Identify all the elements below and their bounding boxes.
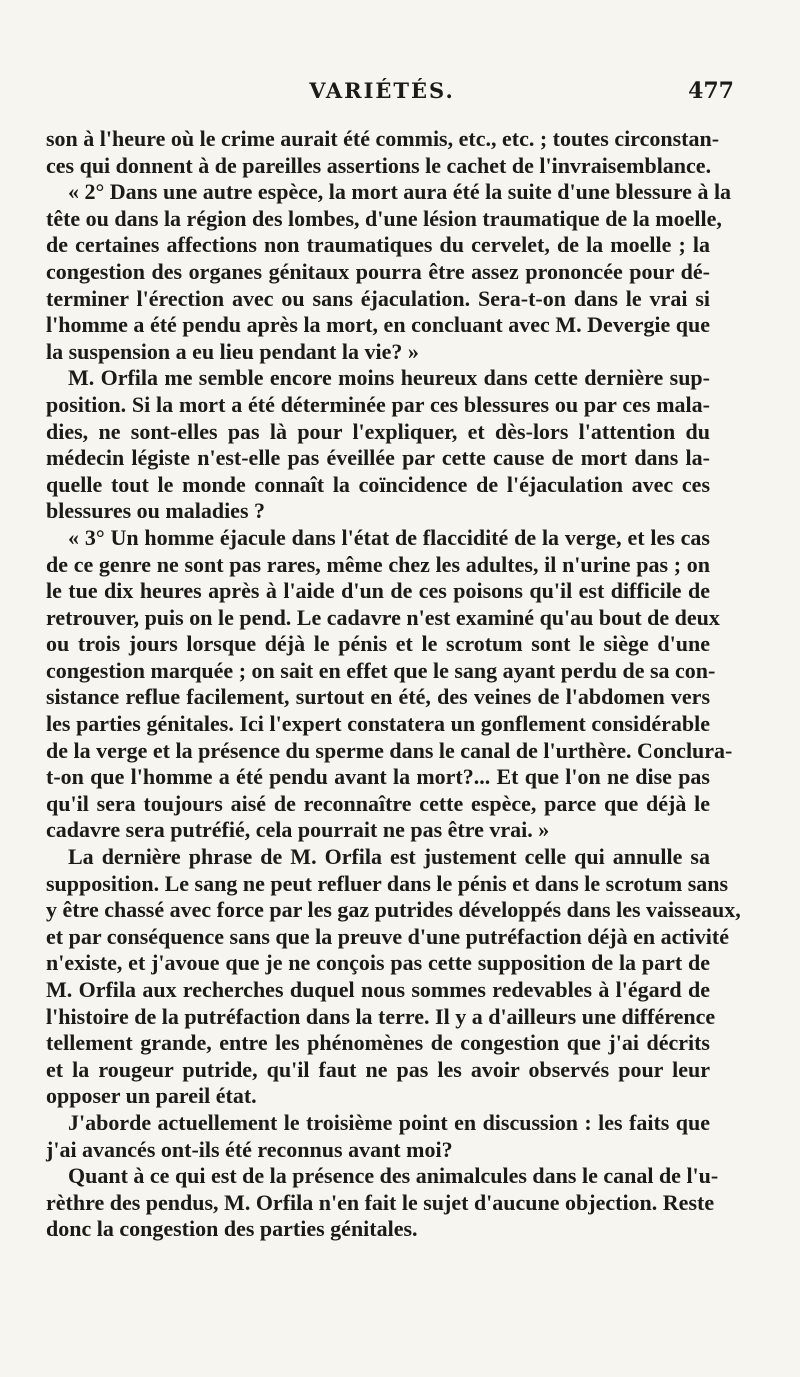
- text-line: Quant à ce qui est de la présence des animalcules dans le canal de l'u-: [68, 1163, 719, 1189]
- text-line: y être chassé avec force par les gaz putrides développés dans les vaisseaux,: [46, 897, 741, 923]
- text-line: terminer l'érection avec ou sans éjaculation. Sera-t-on dans le vrai si: [46, 285, 710, 311]
- page-number: 477: [688, 78, 734, 104]
- text-line: les parties génitales. Ici l'expert constatera un gonflement considérable: [46, 711, 710, 737]
- text-line: « 2° Dans une autre espèce, la mort aura été la suite d'une blessure à la: [68, 179, 732, 205]
- running-title: VARIÉTÉS.: [309, 78, 455, 103]
- text-line: « 3° Un homme éjacule dans l'état de flaccidité de la verge, et les cas: [68, 524, 710, 550]
- text-line: ou trois jours lorsque déjà le pénis et le scrotum sont le siège d'une: [46, 631, 710, 657]
- text-line: opposer un pareil état.: [46, 1083, 257, 1109]
- text-line: blessures ou maladies ?: [46, 498, 266, 524]
- text-line: t-on que l'homme a été pendu avant la mort?... Et que l'on ne dise pas: [46, 764, 710, 790]
- text-line: j'ai avancés ont-ils été reconnus avant moi?: [46, 1136, 453, 1162]
- text-line: l'homme a été pendu après la mort, en concluant avec M. Devergie que: [46, 312, 710, 338]
- text-line: de la verge et la présence du sperme dans le canal de l'urthère. Conclura-: [46, 737, 733, 763]
- text-line: retrouver, puis on le pend. Le cadavre n'est examiné qu'au bout de deux: [46, 604, 720, 630]
- text-line: de certaines affections non traumatiques du cervelet, de la moelle ; la: [46, 232, 710, 258]
- text-line: M. Orfila me semble encore moins heureux dans cette dernière sup-: [68, 365, 710, 391]
- text-line: congestion des organes génitaux pourra être assez prononcée pour dé-: [46, 258, 710, 284]
- page-header: [52, 78, 734, 108]
- text-line: supposition. Le sang ne peut refluer dans le pénis et dans le scrotum sans: [46, 870, 729, 896]
- text-line: cadavre sera putréfié, cela pourrait ne pas être vrai. »: [46, 817, 550, 843]
- text-line: et la rougeur putride, qu'il faut ne pas les avoir observés pour leur: [46, 1056, 710, 1082]
- text-line: et par conséquence sans que la preuve d'une putréfaction déjà en activité: [46, 923, 729, 949]
- text-line: tellement grande, entre les phénomènes de congestion que j'ai décrits: [46, 1030, 710, 1056]
- body-text: [46, 126, 741, 1243]
- text-line: La dernière phrase de M. Orfila est justement celle qui annulle sa: [68, 844, 710, 870]
- text-line: médecin légiste n'est-elle pas éveillée par cette cause de mort dans la-: [46, 445, 710, 471]
- text-line: ces qui donnent à de pareilles assertions le cachet de l'invraisemblance.: [46, 152, 712, 178]
- text-line: position. Si la mort a été déterminée par ces blessures ou par ces mala-: [46, 391, 710, 417]
- text-line: le tue dix heures après à l'aide d'un de ces poisons qu'il est difficile de: [46, 578, 710, 604]
- text-line: quelle tout le monde connaît la coïncidence de l'éjaculation avec ces: [46, 471, 710, 497]
- text-line: sistance reflue facilement, surtout en été, des veines de l'abdomen vers: [46, 684, 710, 710]
- text-line: qu'il sera toujours aisé de reconnaître cette espèce, parce que déjà le: [46, 790, 710, 816]
- text-line: n'existe, et j'avoue que je ne conçois pas cette supposition de la part de: [46, 950, 710, 976]
- text-line: J'aborde actuellement le troisième point en discussion : les faits que: [68, 1109, 710, 1135]
- text-line: dies, ne sont-elles pas là pour l'expliquer, et dès-lors l'attention du: [46, 418, 710, 444]
- text-line: son à l'heure où le crime aurait été commis, etc., etc. ; toutes circonstan-: [46, 126, 720, 151]
- text-line: de ce genre ne sont pas rares, même chez les adultes, il n'urine pas ; on: [46, 551, 710, 577]
- text-line: rèthre des pendus, M. Orfila n'en fait le sujet d'aucune objection. Reste: [46, 1189, 715, 1215]
- text-line: M. Orfila aux recherches duquel nous sommes redevables à l'égard de: [46, 977, 710, 1002]
- text-line: l'histoire de la putréfaction dans la terre. Il y a d'ailleurs une différence: [46, 1003, 716, 1029]
- text-line: congestion marquée ; on sait en effet que le sang ayant perdu de sa con-: [46, 657, 716, 683]
- text-line: donc la congestion des parties génitales.: [46, 1216, 418, 1242]
- text-line: la suspension a eu lieu pendant la vie? »: [46, 338, 419, 364]
- text-line: tête ou dans la région des lombes, d'une lésion traumatique de la moelle,: [46, 205, 722, 231]
